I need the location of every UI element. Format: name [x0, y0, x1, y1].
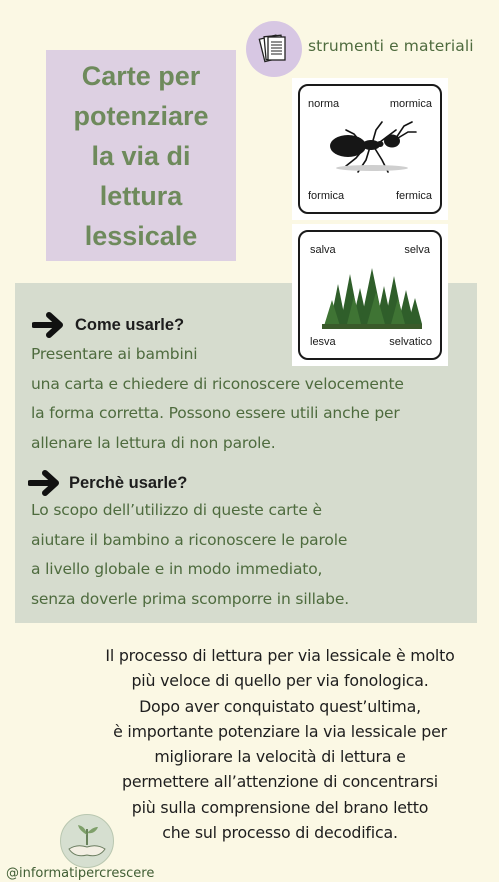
title-line: Carte per [81, 60, 201, 91]
how-line: la forma corretta. Possono essere utili anche per [31, 404, 400, 422]
hands-plant-icon [61, 815, 113, 867]
card-word: salva [310, 244, 336, 256]
title-line: potenziare [73, 100, 209, 131]
forest-illustration [320, 262, 424, 330]
how-line: una carta e chiedere di riconoscere velocemente [31, 374, 404, 393]
why-heading-row [28, 469, 187, 497]
body-line: permettere all’attenzione di concentrarsi [122, 772, 438, 792]
card-word: fermica [395, 190, 432, 202]
body-line: migliorare la velocità di lettura e [154, 747, 406, 767]
title-line: lettura [99, 180, 183, 211]
title-line: la via di [91, 140, 191, 171]
body-line: Dopo aver conquistato quest’ultima, [139, 696, 421, 716]
why-line: senza doverle prima scomporre in sillabe. [31, 589, 350, 608]
body-line: Il processo di lettura per via lessicale è molto [105, 646, 455, 665]
how-heading: Come usarle? [75, 315, 185, 334]
arrow-right-icon [28, 469, 62, 497]
how-heading-row [32, 312, 184, 338]
brand-logo [60, 814, 114, 868]
why-text [31, 496, 349, 614]
card-word: selvatico [389, 336, 432, 348]
documents-icon [254, 29, 294, 69]
body-paragraph [70, 643, 490, 845]
body-line: è importante potenziare la via lessicale per [113, 721, 447, 741]
ant-illustration [326, 116, 418, 176]
title-line: lessicale [84, 220, 198, 251]
card-word: formica [308, 190, 345, 202]
body-line: più veloce di quello per via fonologica. [131, 671, 429, 691]
arrow-right-icon [32, 312, 66, 338]
card-word: mormica [389, 98, 432, 110]
page-title [56, 56, 226, 256]
forest-card [292, 224, 448, 366]
why-line: a livello globale e in modo immediato, [31, 560, 323, 578]
why-heading: Perchè usarle? [69, 473, 188, 492]
card-word: norma [308, 98, 340, 110]
why-line: Lo scopo dell’utilizzo di queste carte è [31, 501, 322, 519]
body-line: più sulla comprensione del brano letto [131, 797, 429, 817]
how-line: allenare la lettura di non parole. [31, 433, 276, 452]
tools-label: strumenti e materiali [308, 37, 474, 55]
card-word: lesva [310, 336, 336, 348]
social-handle: @informatipercrescere [6, 866, 155, 881]
body-line: che sul processo di decodifica. [162, 823, 398, 843]
why-line: aiutare il bambino a riconoscere le parole [31, 530, 348, 549]
tools-badge [246, 21, 302, 77]
title-box [46, 50, 236, 261]
card-word: selva [404, 244, 430, 256]
ant-card [292, 78, 448, 220]
how-line: Presentare ai bambini [31, 345, 198, 363]
